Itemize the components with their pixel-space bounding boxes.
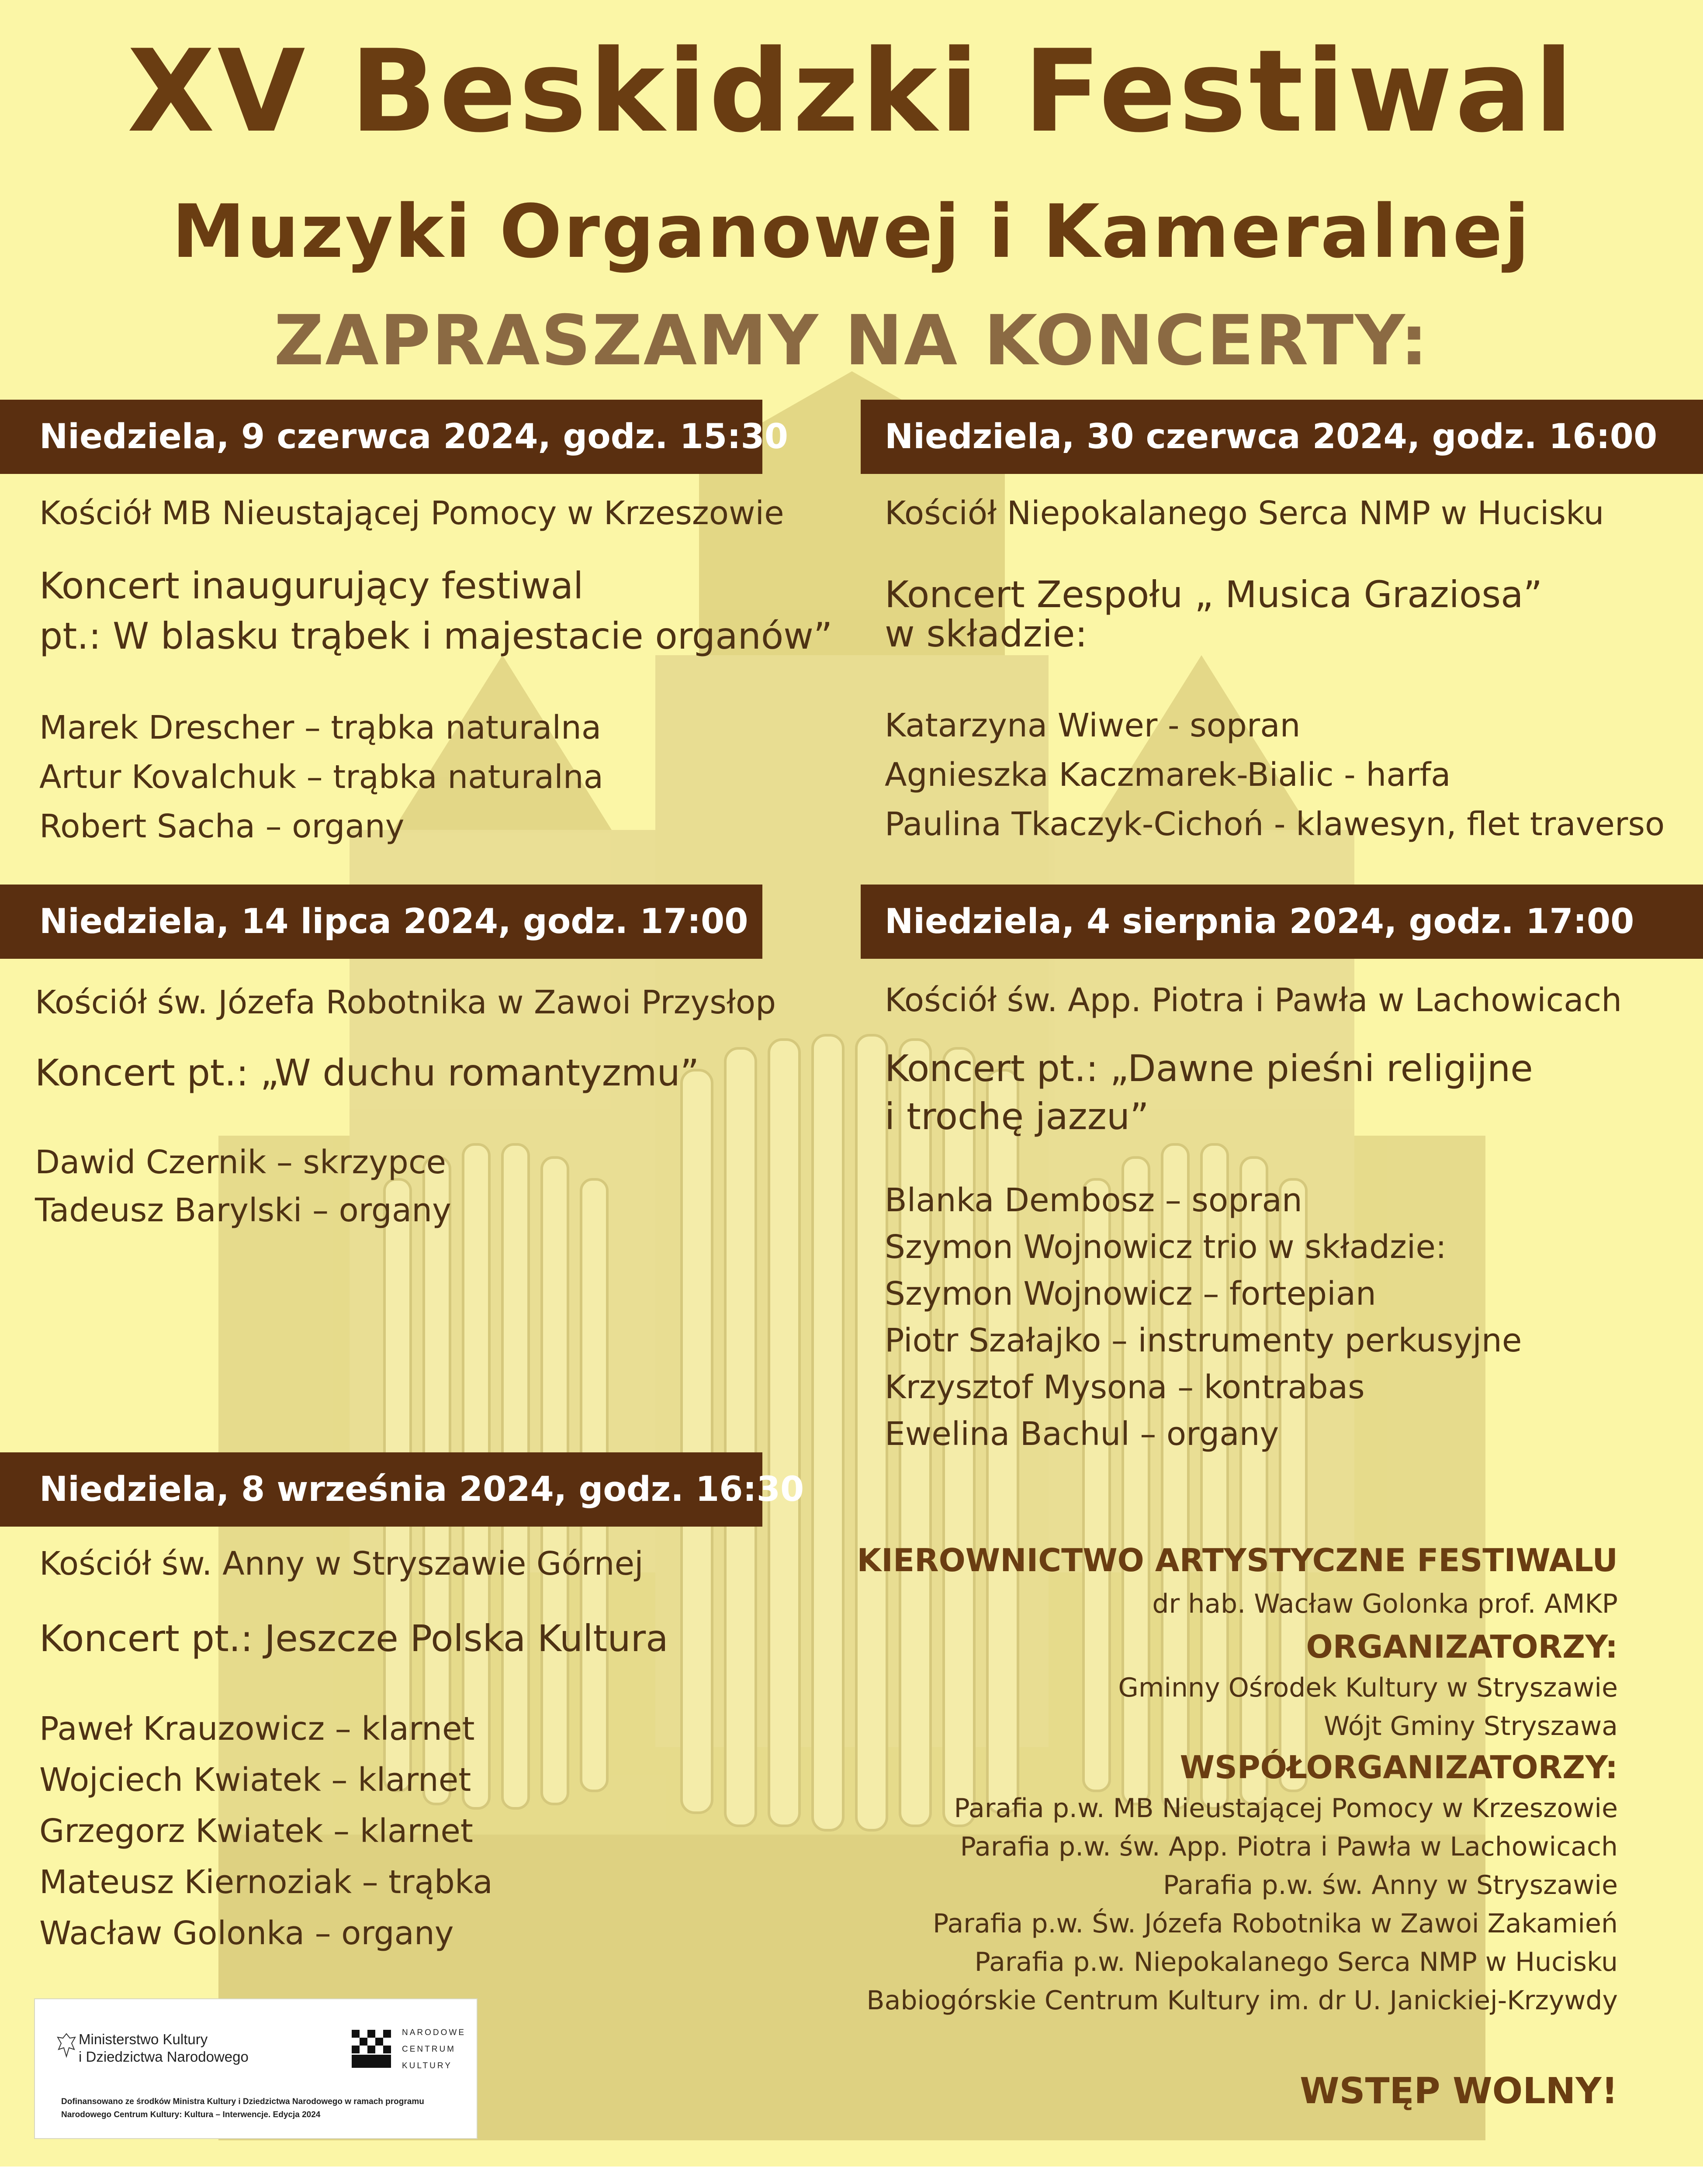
- concert-3-performer: Tadeusz Barylski – organy: [35, 1192, 451, 1229]
- coorganizer-item: Parafia p.w. św. Anny w Stryszawie: [1163, 1870, 1618, 1901]
- concert-4-title-line2: i trochę jazzu”: [885, 1095, 1149, 1138]
- concert-3-performer: Dawid Czernik – skrzypce: [35, 1144, 447, 1181]
- concert-4-church: Kościół św. App. Piotra i Pawła w Lachowicach: [885, 981, 1622, 1019]
- honorary-patronage: [0, 2167, 1703, 2184]
- festival-title: XV Beskidzki Festiwal: [127, 26, 1576, 158]
- nck-name: NARODOWE CENTRUM KULTURY: [402, 2028, 466, 2070]
- funding-note: Dofinansowano ze środków Ministra Kultury i Dziedzictwa Narodowego w ramach programu Narodowego Centrum Kultury: Kultura – Interwencje. Edycja 2024: [61, 2097, 424, 2119]
- concert-3-date: Niedziela, 14 lipca 2024, godz. 17:00: [0, 885, 762, 959]
- concert-2-title-line2: w składzie:: [885, 612, 1087, 655]
- concert-3-church: Kościół św. Józefa Robotnika w Zawoi Przysłop: [35, 984, 776, 1021]
- concert-1-title-line1: Koncert inaugurujący festiwal: [39, 564, 584, 607]
- concert-2-date: Niedziela, 30 czerwca 2024, godz. 16:00: [861, 400, 1703, 474]
- concert-4-performer: Krzysztof Mysona – kontrabas: [885, 1368, 1365, 1406]
- concert-1-church: Kościół MB Nieustającej Pomocy w Krzeszowie: [39, 494, 784, 532]
- concert-4-date: Niedziela, 4 sierpnia 2024, godz. 17:00: [861, 885, 1703, 959]
- sponsor-box: [34, 1998, 478, 2139]
- concert-5-church: Kościół św. Anny w Stryszawie Górnej: [39, 1545, 644, 1583]
- concert-3-title: Koncert pt.: „W duchu romantyzmu”: [35, 1051, 699, 1094]
- coorganizer-item: Parafia p.w. św. App. Piotra i Pawła w Lachowicach: [960, 1832, 1618, 1862]
- coorganizer-item: Parafia p.w. Św. Józefa Robotnika w Zawoi Zakamień: [933, 1908, 1618, 1939]
- concert-5-performer: Wacław Golonka – organy: [39, 1914, 454, 1952]
- coorganizer-item: Babiogórskie Centrum Kultury im. dr U. Janickiej-Krzywdy: [866, 1985, 1618, 2016]
- artistic-director: dr hab. Wacław Golonka prof. AMKP: [1152, 1589, 1618, 1619]
- organizers-heading: ORGANIZATORZY:: [1306, 1628, 1618, 1665]
- credits-block: [744, 1538, 1618, 2020]
- coorganizers-heading: WSPÓŁORGANIZATORZY:: [1180, 1749, 1618, 1786]
- concert-4-performer: Blanka Dembosz – sopran: [885, 1182, 1302, 1219]
- concert-1-performer: Marek Drescher – trąbka naturalna: [39, 709, 602, 746]
- concert-4-title-line1: Koncert pt.: „Dawne pieśni religijne: [885, 1047, 1533, 1090]
- organizer-item: Wójt Gminy Stryszawa: [1323, 1711, 1618, 1742]
- concert-5-title: Koncert pt.: Jeszcze Polska Kultura: [39, 1617, 668, 1660]
- concert-1-title-line2: pt.: W blasku trąbek i majestacie organów”: [39, 615, 833, 657]
- coorganizer-item: Parafia p.w. MB Nieustającej Pomocy w Krzeszowie: [954, 1793, 1618, 1824]
- ministry-name: Ministerstwo Kultury i Dziedzictwa Narodowego: [79, 2031, 249, 2065]
- concert-4-performer: Szymon Wojnowicz – fortepian: [885, 1275, 1376, 1313]
- concert-5-performer: Paweł Krauzowicz – klarnet: [39, 1710, 475, 1748]
- concert-4-performer: Ewelina Bachul – organy: [885, 1415, 1279, 1453]
- concert-2-church: Kościół Niepokalanego Serca NMP w Hucisku: [885, 494, 1604, 532]
- eagle-emblem-icon: [57, 2032, 76, 2058]
- organizer-item: Gminny Ośrodek Kultury w Stryszawie: [1118, 1673, 1618, 1703]
- concert-5-performer: Grzegorz Kwiatek – klarnet: [39, 1812, 473, 1850]
- concert-2-title-line1: Koncert Zespołu „ Musica Graziosa”: [885, 573, 1543, 616]
- artistic-direction-heading: KIEROWNICTWO ARTYSTYCZNE FESTIWALU: [857, 1542, 1618, 1579]
- coorganizer-item: Parafia p.w. Niepokalanego Serca NMP w Hucisku: [974, 1947, 1618, 1977]
- concert-2-performer: Katarzyna Wiwer - sopran: [885, 707, 1301, 744]
- concert-5-performer: Wojciech Kwiatek – klarnet: [39, 1761, 471, 1799]
- concert-2-performer: Paulina Tkaczyk-Cichoń - klawesyn, flet traverso: [885, 805, 1665, 843]
- concert-4-performer: Szymon Wojnowicz trio w składzie:: [885, 1228, 1447, 1266]
- invitation-heading: ZAPRASZAMY NA KONCERTY:: [273, 301, 1430, 381]
- free-entry-notice: WSTĘP WOLNY!: [1300, 2070, 1618, 2112]
- nck-logo-icon: [350, 2028, 393, 2071]
- concert-1-performer: Artur Kovalchuk – trąbka naturalna: [39, 758, 604, 796]
- concert-2-performer: Agnieszka Kaczmarek-Bialic - harfa: [885, 756, 1451, 794]
- concert-4-performer: Piotr Szałajko – instrumenty perkusyjne: [885, 1322, 1522, 1359]
- concert-5-performer: Mateusz Kiernoziak – trąbka: [39, 1863, 493, 1901]
- concert-5-date: Niedziela, 8 września 2024, godz. 16:30: [0, 1452, 762, 1527]
- concert-1-performer: Robert Sacha – organy: [39, 808, 405, 845]
- festival-subtitle: Muzyki Organowej i Kameralnej: [172, 189, 1531, 274]
- concert-1-date: Niedziela, 9 czerwca 2024, godz. 15:30: [0, 400, 762, 474]
